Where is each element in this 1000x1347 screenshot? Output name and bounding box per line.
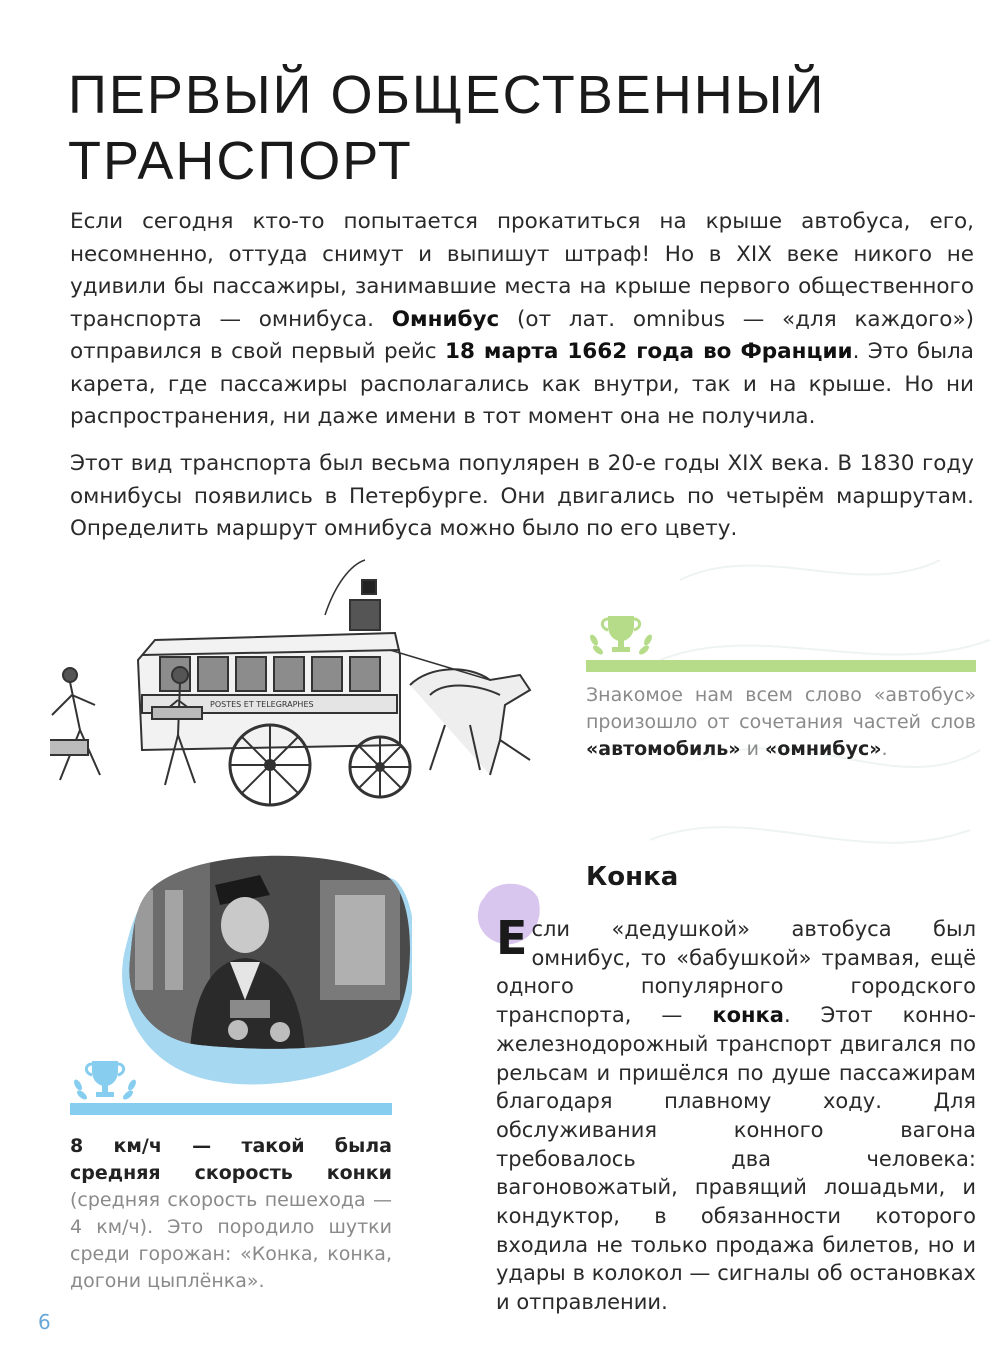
konka-term: конка — [712, 1003, 784, 1028]
carriage-sign: POSTES ET TELEGRAPHES — [210, 700, 314, 709]
intro-text: (от лат. omnibus — «для каждого») отправился в свой первый рейс — [70, 306, 974, 364]
fact-text-part: . — [881, 738, 888, 760]
fact-text — [586, 682, 976, 763]
intro-paragraph-2: Этот вид транспорта был весьма популярен в 20-е годы XIX века. В 1830 году омнибусы появились в Петербурге. Они двигались по четырём маршрутам. Определить маршрут омнибуса можно было по его цвету. — [70, 451, 974, 541]
word-omnibus: «омнибус» — [765, 738, 882, 760]
drop-cap: Е — [496, 911, 528, 965]
intro-text: . Это была карета, где пассажиры располагались как внутри, так и на крыше. Но ни распространения, ни даже имени в тот момент она не получила. — [70, 339, 974, 429]
fact-text — [70, 1133, 392, 1295]
fact-divider-bar — [70, 1103, 392, 1115]
trophy-laurel-icon — [586, 610, 656, 660]
page-number: 6 — [38, 1310, 51, 1334]
fact-box-etymology — [586, 610, 976, 763]
page-title-line1: ПЕРВЫЙ ОБЩЕСТВЕННЫЙ — [68, 65, 826, 125]
speed-fact-bold: 8 км/ч — такой была средняя скорость конки — [70, 1135, 392, 1184]
trophy-laurel-icon — [70, 1055, 140, 1105]
fact-divider-bar — [586, 660, 976, 672]
fact-text-part: и — [740, 738, 765, 760]
section-heading-konka: Конка — [586, 862, 679, 892]
konka-paragraph — [496, 911, 977, 1317]
page-title — [68, 62, 968, 194]
fact-box-speed — [70, 1055, 392, 1295]
omnibus-term: Омнибус — [391, 306, 500, 332]
page-title-line2: ТРАНСПОРТ — [68, 131, 413, 191]
omnibus-engraving-illustration — [50, 555, 555, 840]
intro-paragraph-1 — [70, 206, 974, 434]
intro-text: Если сегодня кто-то попытается прокатиться на крыше автобуса, его, несомненно, оттуда снимут и выпишут штраф! Но в XIX веке никого не удивили бы пассажиры, занимавшие места на крыше первого общественного транспорта — омнибуса. — [70, 209, 974, 332]
speed-fact-text: (средняя скорость пешехода — 4 км/ч). Это породило шутки среди горожан: «Конка, конка, догони цыплёнка». — [70, 1189, 392, 1292]
konka-text: . Этот конно-железнодорожный транспорт двигался по рельсам и пришёлся по душе пассажирам благодаря плавному ходу. Для обслуживания конного вагона требовалось два человека: вагоновожатый, правящий лошадьми, и кондуктор, в обязанности которого входила не только продажа билетов, но и удары в колокол — сигналы об остановках и отправлении. — [496, 1003, 977, 1315]
konka-text: сли «дедушкой» автобуса был омнибус, то «бабушкой» трамвая, ещё одного популярного городского транспорта, — — [496, 917, 976, 1028]
word-avtomobil: «автомобиль» — [586, 738, 741, 760]
fact-text-part: Знакомое нам всем слово «автобус» произошло от сочетания частей слов — [586, 684, 976, 733]
omnibus-date: 18 марта 1662 года во Франции — [444, 339, 853, 364]
